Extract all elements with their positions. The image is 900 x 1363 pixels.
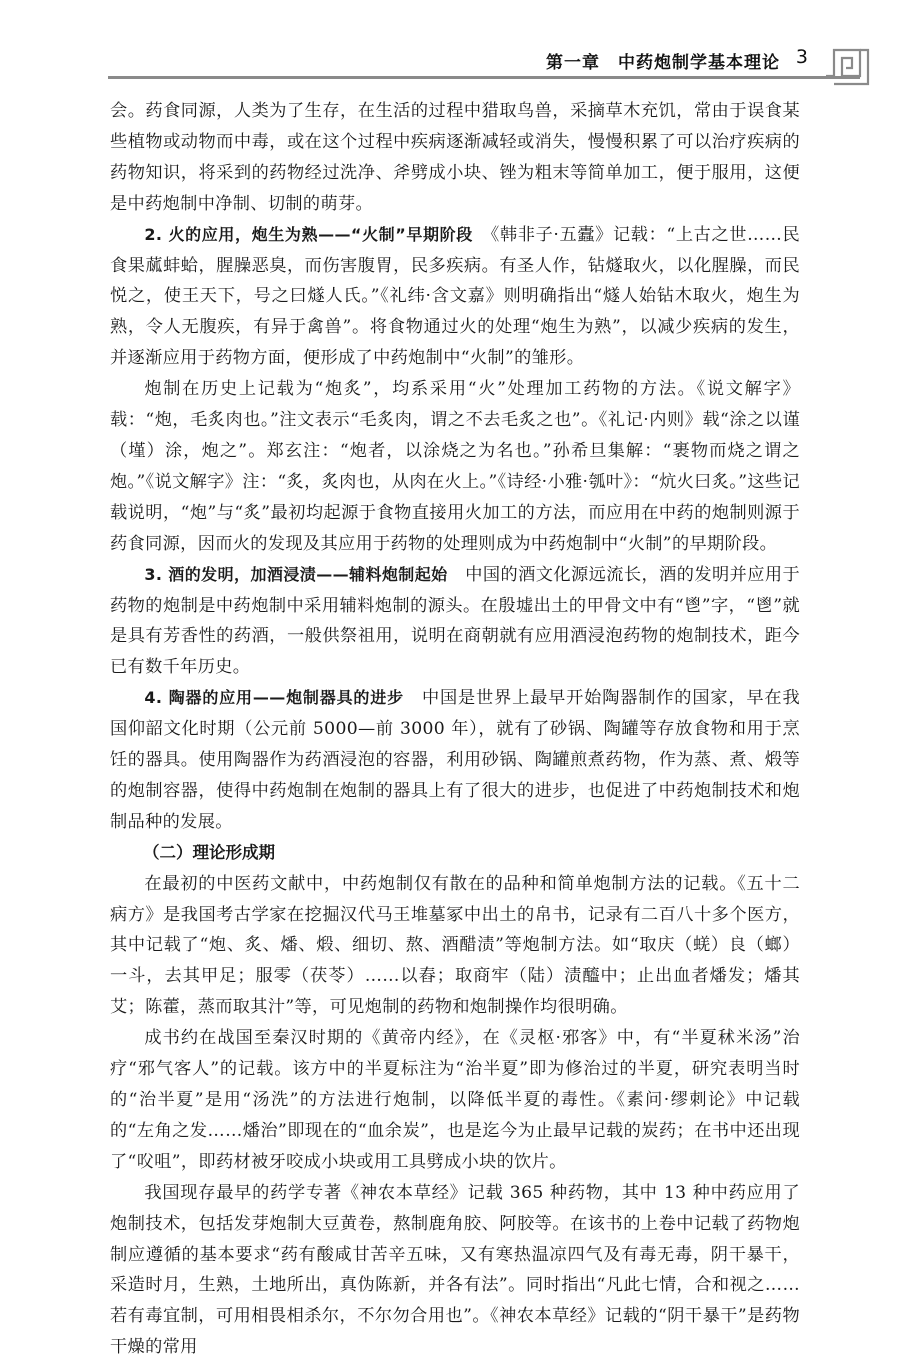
paragraph-text: 中国的酒文化源远流长，酒的发明并应用于药物的炮制是中药炮制中采用辅料炮制的源头。在殷墟出土的甲骨文中有“鬯”字，“鬯”就是具有芳香性的药酒，一般供祭祖用，说明在商朝就有应用酒浸泡药物的炮制技术，距今已有数千年历史。 — [110, 564, 800, 678]
paragraph-lead: 3. 酒的发明，加酒浸渍——辅料炮制起始 — [144, 564, 448, 584]
paragraph-text: 中国是世界上最早开始陶器制作的国家，早在我国仰韶文化时期（公元前 5000—前 3000 年），就有了砂锅、陶罐等存放食物和用于烹饪的器具。使用陶器作为药酒浸泡的容器，利用砂锅、陶罐煎煮药物，作为蒸、煮、煅等的炮制容器，使得中药炮制在炮制的器具上有了很大的进步，也促进了中药炮制技术和炮制品种的发展。 — [110, 688, 800, 832]
body-paragraph: 在最初的中医药文献中，中药炮制仅有散在的品种和简单炮制方法的记载。《五十二病方》是我国考古学家在挖掘汉代马王堆墓冢中出土的帛书，记录有二百八十多个医方，其中记载了“炮、炙、燔、煅、细切、熬、酒醋渍”等炮制方法。如“取庆（蜣）良（螂）一斗，去其甲足；服零（茯苓）……以舂；取商牢（陆）渍醯中；止出血者燔发；燔其艾；陈藿，蒸而取其汁”等，可见炮制的药物和炮制操作均很明确。 — [110, 873, 800, 1018]
page-number: 3 — [795, 46, 808, 68]
body-paragraph: 成书约在战国至秦汉时期的《黄帝内经》，在《灵枢·邪客》中，有“半夏秫米汤”治疗“邪气客人”的记载。该方中的半夏标注为“治半夏”即为修治过的半夏，研究表明当时的“治半夏”是用“汤洗”的方法进行炮制，以降低半夏的毒性。《素问·缪刺论》中记载的“左角之发……燔治”即现在的“血余炭”，也是迄今为止最早记载的炭药；在书中还出现了“㕮咀”，即药材被牙咬成小块或用工具劈成小块的饮片。 — [110, 1028, 800, 1172]
body-paragraph: 会。药食同源，人类为了生存，在生活的过程中猎取鸟兽，采摘草木充饥，常由于误食某些植物或动物而中毒，或在这个过程中疾病逐渐减轻或消失，慢慢积累了可以治疗疾病的药物知识，将采到的药物经过洗净、斧劈成小块、锉为粗末等简单加工，便于服用，这便是中药炮制中净制、切制的萌芽。 — [110, 101, 800, 214]
section-heading: （二）理论形成期 — [143, 842, 275, 862]
chapter-title: 第一章 中药炮制学基本理论 — [546, 53, 780, 73]
running-header — [0, 0, 900, 92]
paragraph-lead: 2. 火的应用，炮生为熟——“火制”早期阶段 — [144, 224, 473, 244]
fret-ornament-icon — [824, 40, 870, 86]
body-paragraph: 炮制在历史上记载为“炮炙”，均系采用“火”处理加工药物的方法。《说文解字》载：“炮，毛炙肉也。”注文表示“毛炙肉，谓之不去毛炙之也”。《礼记·内则》载“涂之以谨（墐）涂，炮之”。郑玄注：“炮者，以涂烧之为名也。”孙希旦集解：“裹物而烧之谓之炮。”《说文解字》注：“炙，炙肉也，从肉在火上。”《诗经·小雅·瓠叶》：“炕火曰炙。”这些记载说明，“炮”与“炙”最初均起源于食物直接用火加工的方法，而应用在中药的炮制则源于药食同源，因而火的发现及其应用于药物的处理则成为中药炮制中“火制”的早期阶段。 — [110, 379, 800, 554]
page-body — [110, 96, 800, 1363]
body-paragraph — [110, 560, 800, 684]
header-rule — [108, 76, 860, 79]
body-paragraph: 我国现存最早的药学专著《神农本草经》记载 365 种药物，其中 13 种中药应用了炮制技术，包括发芽炮制大豆黄卷，熬制鹿角胶、阿胶等。在该书的上卷中记载了药物炮制应遵循的基本要求“药有酸咸甘苦辛五味，又有寒热温凉四气及有毒无毒，阴干暴干，采造时月，生熟，土地所出，真伪陈新，并各有法”。同时指出“凡此七情，合和视之……若有毒宜制，可用相畏相杀尔，不尔勿合用也”。《神农本草经》记载的“阴干暴干”是药物干燥的常用 — [110, 1182, 800, 1358]
body-paragraph — [110, 683, 800, 838]
paragraph-text: 《韩非子·五蠹》记载：“上古之世……民食果蓏蚌蛤，腥臊恶臭，而伤害腹胃，民多疾病。有圣人作，钻燧取火，以化腥臊，而民悦之，使王天下，号之曰燧人氏。”《礼纬·含文嘉》则明确指出“燧人始钻木取火，炮生为熟，令人无腹疾，有异于禽兽”。将食物通过火的处理“炮生为熟”，以减少疾病的发生，并逐渐应用于药物方面，便形成了中药炮制中“火制”的雏形。 — [110, 224, 800, 369]
paragraph-lead: 4. 陶器的应用——炮制器具的进步 — [144, 688, 404, 708]
body-paragraph — [110, 220, 800, 375]
